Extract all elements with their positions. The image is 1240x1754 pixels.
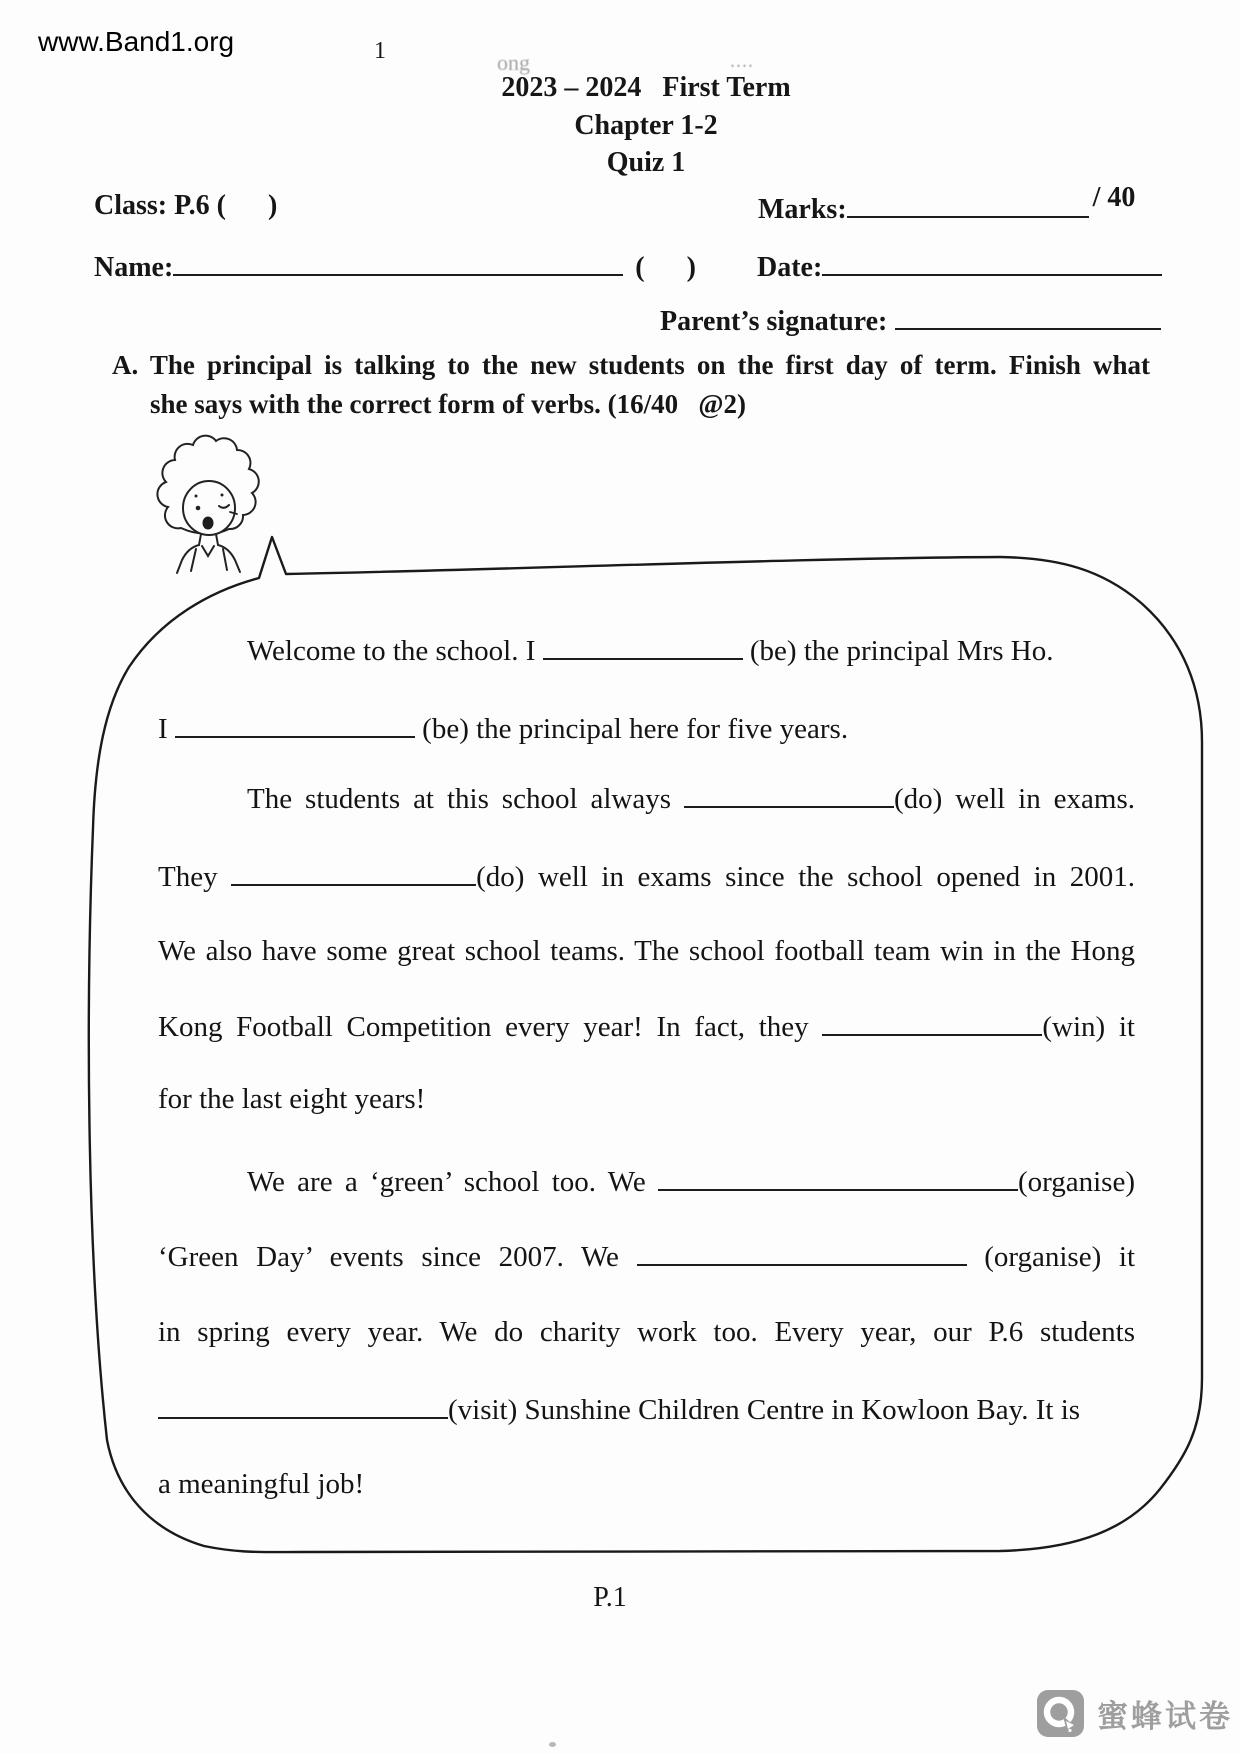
answer-blank[interactable] [822,1010,1042,1036]
passage-text: (win) it [1042,1011,1135,1043]
passage-text: (be) the principal Mrs Ho. [742,635,1054,667]
passage-text: (organise) [1017,1166,1135,1198]
passage-text: (do) well in exams. [893,783,1136,815]
passage-text: The students at this school always [247,783,684,815]
passage-text: a meaningful job! [158,1468,365,1500]
scan-speck [549,1742,556,1747]
passage-text: (do) well in exams since the school opened in 2001. [476,861,1135,893]
passage-line-5 [158,935,1135,968]
section-a-instruction-line1: A. The principal is talking to the new students on the first day of term. Finish what [112,350,1150,380]
passage-line-2 [158,712,848,746]
faint-left-artifact: ong [497,50,530,75]
passage-line-3 [247,782,1135,816]
passage-text: (organise) it [966,1241,1135,1273]
title-chapter-line: Chapter 1-2 [574,110,718,141]
name-label: Name: [94,252,174,283]
passage-line-1 [247,634,1054,668]
answer-blank[interactable] [684,782,894,808]
principal-right-brow [221,494,224,497]
title-term-line: 2023 – 2024 First Term [501,72,791,103]
passage-line-9 [158,1240,1135,1274]
passage-text: I [158,713,175,745]
passage-text: ‘Green Day’ events since 2007. We [158,1241,637,1273]
passage-text: (be) the principal here for five years. [414,713,849,745]
passage-text: Welcome to the school. I [247,635,543,667]
marks-label: Marks: [758,194,847,225]
answer-blank[interactable] [637,1240,967,1266]
class-number-parens: ( ) [635,252,696,283]
class-label: Class: P.6 ( ) [94,190,278,221]
date-label: Date: [757,252,823,283]
principal-illustration [157,436,258,573]
passage-line-7 [158,1083,425,1116]
principal-body [177,534,240,573]
passage-text: for the last eight years! [158,1083,426,1115]
passage-line-8 [247,1165,1135,1199]
principal-left-brow [195,495,198,498]
section-a-instruction-line2: she says with the correct form of verbs. (16/40 @2) [150,389,746,419]
principal-mouth [203,517,214,530]
passage-text: They [158,861,232,893]
marks-total: / 40 [1092,182,1136,213]
page-number: P.1 [593,1582,627,1613]
passage-text: We are a ‘green’ school too. We [247,1166,658,1198]
passage-text: We also have some great school teams. The school football team win in the Hong [158,935,1135,967]
title-quiz-line: Quiz 1 [606,147,686,178]
parent-signature-label: Parent’s signature: [660,306,888,337]
passage-line-6 [158,1010,1135,1044]
answer-blank[interactable] [231,860,476,886]
corner-number-mark: 1 [374,38,386,64]
answer-blank[interactable] [658,1165,1018,1191]
band1-watermark: www.Band1.org [38,26,235,57]
beepaper-logo [1037,1690,1233,1737]
passage-line-4 [158,860,1135,894]
passage-text: Kong Football Competition every year! In fact, they [158,1011,823,1043]
beepaper-logo-icon [1037,1690,1084,1737]
answer-blank[interactable] [175,712,415,738]
answer-blank[interactable] [543,634,743,660]
passage-line-12 [158,1468,364,1501]
answer-blank[interactable] [158,1393,448,1419]
principal-left-eye [196,506,201,511]
passage-text: (visit) Sunshine Children Centre in Kowloon Bay. It is [448,1394,1081,1426]
faint-right-artifact: .... [730,50,754,72]
passage-text: in spring every year. We do charity work too. Every year, our P.6 students [158,1316,1135,1348]
passage-line-11 [158,1393,1080,1427]
beepaper-logo-text: 蜜蜂试卷 [1097,1699,1233,1734]
passage-line-10 [158,1316,1135,1349]
